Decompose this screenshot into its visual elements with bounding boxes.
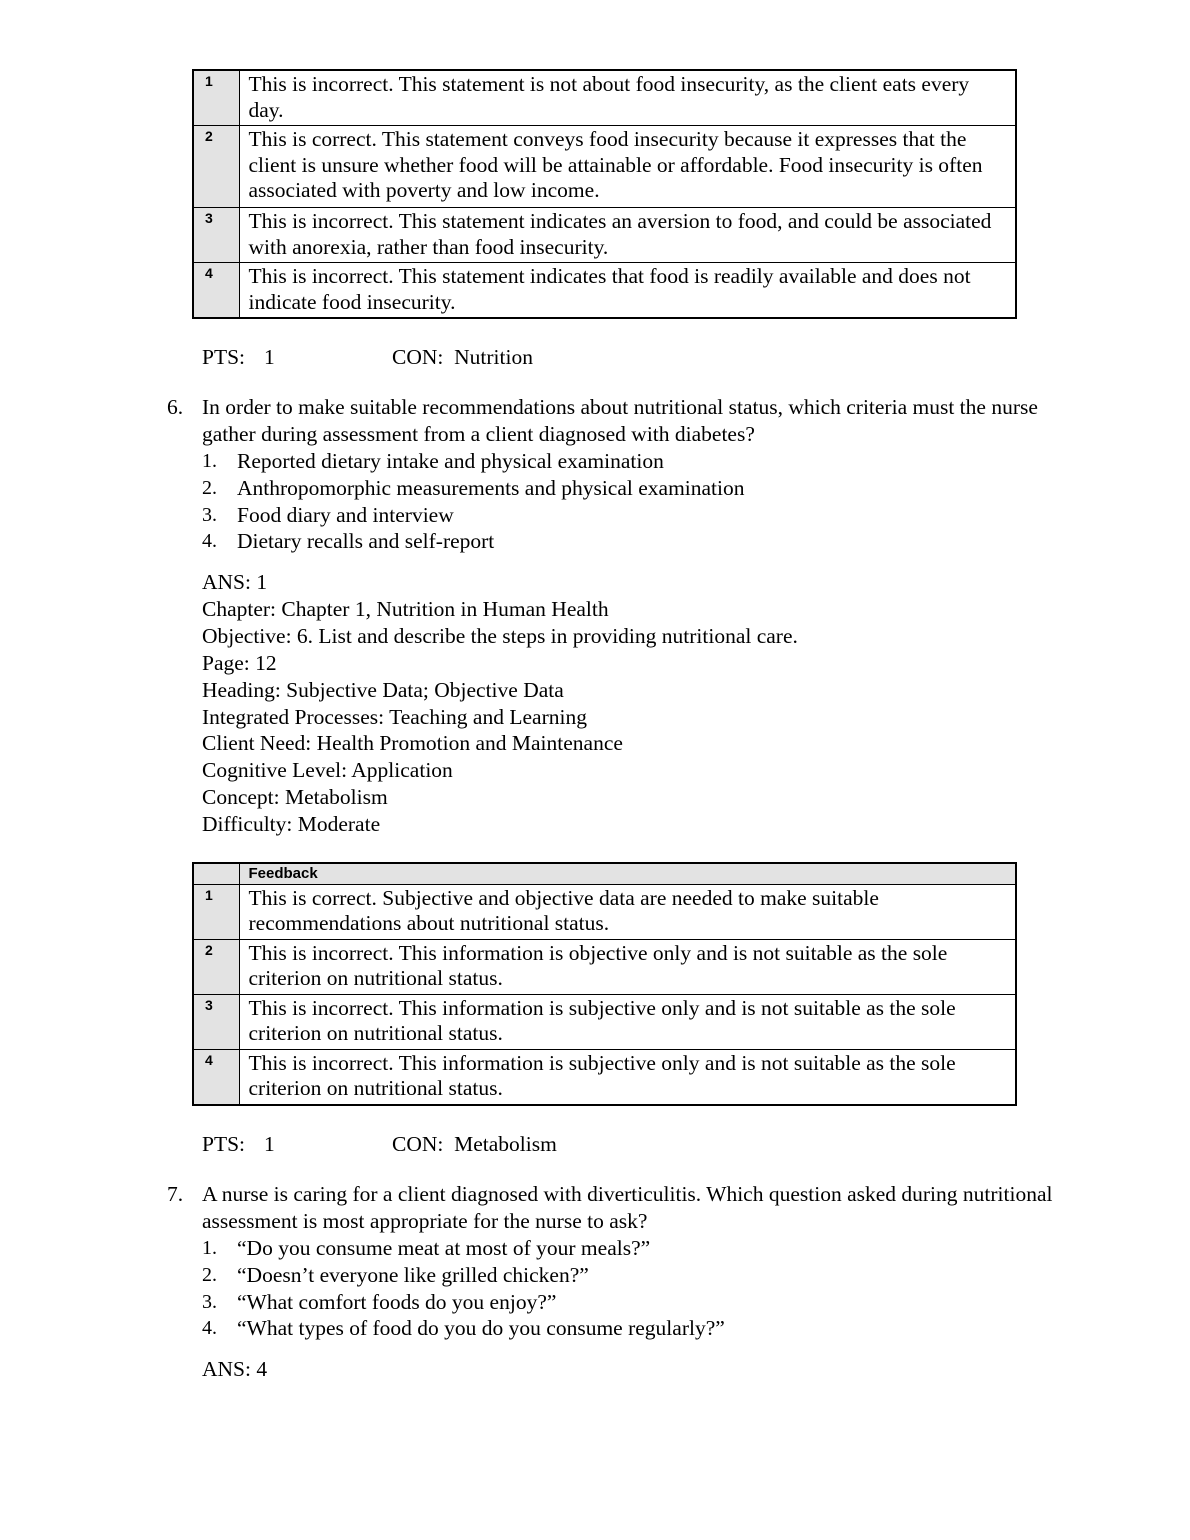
- answer-option: [202, 1315, 1067, 1342]
- answer-key: ANS: 4: [202, 1357, 268, 1381]
- con-label: CON:: [392, 1132, 444, 1156]
- answer-options: [202, 1235, 1067, 1342]
- option-number: 2.: [202, 476, 217, 499]
- option-text: “What types of food do you do you consume regularly?”: [237, 1316, 725, 1341]
- feedback-row: [193, 70, 1016, 126]
- feedback-row: [193, 263, 1016, 319]
- question-stem: In order to make suitable recommendations about nutritional status, which criteria must the nurse gather during assessment from a client diagnosed with diabetes?: [202, 395, 1038, 446]
- feedback-row-text: This is incorrect. This information is subjective only and is not suitable as the sole criterion on nutritional status.: [239, 1049, 1016, 1105]
- client-need-line: Client Need: Health Promotion and Maintenance: [202, 731, 623, 756]
- option-number: 1.: [202, 450, 217, 472]
- feedback-row-number: 4: [193, 1049, 239, 1105]
- option-text: “Do you consume meat at most of your meals?”: [237, 1236, 651, 1260]
- pts-value: 1: [264, 345, 275, 369]
- con-block: [392, 1132, 557, 1157]
- feedback-row: [193, 884, 1016, 939]
- feedback-row-number: 2: [193, 126, 239, 208]
- feedback-row-number: 3: [193, 208, 239, 263]
- feedback-row-text: This is correct. Subjective and objective data are needed to make suitable recommendations about nutritional status.: [239, 884, 1016, 939]
- pts-label: PTS:: [202, 1132, 246, 1156]
- feedback-row-number: 4: [193, 263, 239, 319]
- feedback-header: Feedback: [239, 863, 1016, 884]
- feedback-row-text: This is incorrect. This information is subjective only and is not suitable as the sole criterion on nutritional status.: [239, 994, 1016, 1049]
- feedback-row-number: 1: [193, 884, 239, 939]
- answer-option: [202, 528, 1067, 555]
- option-text: Anthropomorphic measurements and physical examination: [237, 475, 745, 500]
- question-7: [167, 1181, 1067, 1342]
- feedback-row: [193, 126, 1016, 208]
- option-number: 3.: [202, 1290, 217, 1313]
- option-number: 4.: [202, 530, 217, 553]
- question-6-metadata: [202, 569, 798, 838]
- concept-line: Concept: Metabolism: [202, 785, 388, 810]
- question-6: [167, 394, 1067, 555]
- chapter-line: Chapter: Chapter 1, Nutrition in Human Health: [202, 596, 609, 621]
- con-block: [392, 345, 533, 370]
- objective-line: Objective: 6. List and describe the steps in providing nutritional care.: [202, 623, 798, 648]
- feedback-header-blank: [193, 863, 239, 884]
- question-number: 6.: [167, 395, 184, 419]
- feedback-row-number: 1: [193, 70, 239, 126]
- answer-options: [202, 448, 1067, 555]
- cognitive-level-line: Cognitive Level: Application: [202, 758, 453, 783]
- feedback-row-text: This is incorrect. This statement is not about food insecurity, as the client eats every day.: [239, 70, 1016, 126]
- answer-option: [202, 1289, 1067, 1316]
- answer-key: ANS: 1: [202, 570, 268, 594]
- feedback-row-text: This is incorrect. This statement indicates an aversion to food, and could be associated with anorexia, rather than food insecurity.: [239, 208, 1016, 263]
- option-text: “What comfort foods do you enjoy?”: [237, 1289, 557, 1314]
- feedback-row: [193, 994, 1016, 1049]
- answer-option: [202, 502, 1067, 529]
- option-text: “Doesn’t everyone like grilled chicken?”: [237, 1262, 589, 1287]
- feedback-row-number: 3: [193, 994, 239, 1049]
- q5-feedback-table: [192, 69, 1017, 319]
- feedback-row-text: This is incorrect. This information is objective only and is not suitable as the sole criterion on nutritional status.: [239, 939, 1016, 994]
- option-text: Dietary recalls and self-report: [237, 529, 495, 554]
- question-stem: A nurse is caring for a client diagnosed with diverticulitis. Which question asked during nutritional assessment is most appropriate for the nurse to ask?: [202, 1182, 1053, 1233]
- option-number: 1.: [202, 1237, 217, 1259]
- question-number: 7.: [167, 1182, 184, 1206]
- option-number: 3.: [202, 503, 217, 526]
- heading-line: Heading: Subjective Data; Objective Data: [202, 677, 564, 702]
- feedback-row: [193, 1049, 1016, 1105]
- answer-option: [202, 448, 1067, 475]
- option-number: 2.: [202, 1263, 217, 1286]
- answer-option: [202, 1262, 1067, 1289]
- difficulty-line: Difficulty: Moderate: [202, 812, 381, 837]
- con-label: CON:: [392, 345, 444, 369]
- con-value: Nutrition: [454, 345, 533, 369]
- q6-feedback-table: [192, 862, 1017, 1106]
- page-line: Page: 12: [202, 650, 277, 675]
- feedback-row-text: This is correct. This statement conveys food insecurity because it expresses that the client is unsure whether food will be attainable or affordable. Food insecurity is often associated with poverty and low income.: [239, 126, 1016, 208]
- feedback-header-row: [193, 863, 1016, 884]
- integrated-processes-line: Integrated Processes: Teaching and Learning: [202, 704, 587, 729]
- option-number: 4.: [202, 1317, 217, 1340]
- pts-label: PTS:: [202, 345, 246, 369]
- pts-value: 1: [264, 1132, 275, 1156]
- answer-option: [202, 1235, 1067, 1262]
- answer-option: [202, 475, 1067, 502]
- feedback-row: [193, 939, 1016, 994]
- option-text: Reported dietary intake and physical examination: [237, 449, 664, 473]
- con-value: Metabolism: [454, 1132, 557, 1156]
- option-text: Food diary and interview: [237, 502, 454, 527]
- feedback-row: [193, 208, 1016, 263]
- feedback-row-number: 2: [193, 939, 239, 994]
- feedback-row-text: This is incorrect. This statement indicates that food is readily available and does not indicate food insecurity.: [239, 263, 1016, 319]
